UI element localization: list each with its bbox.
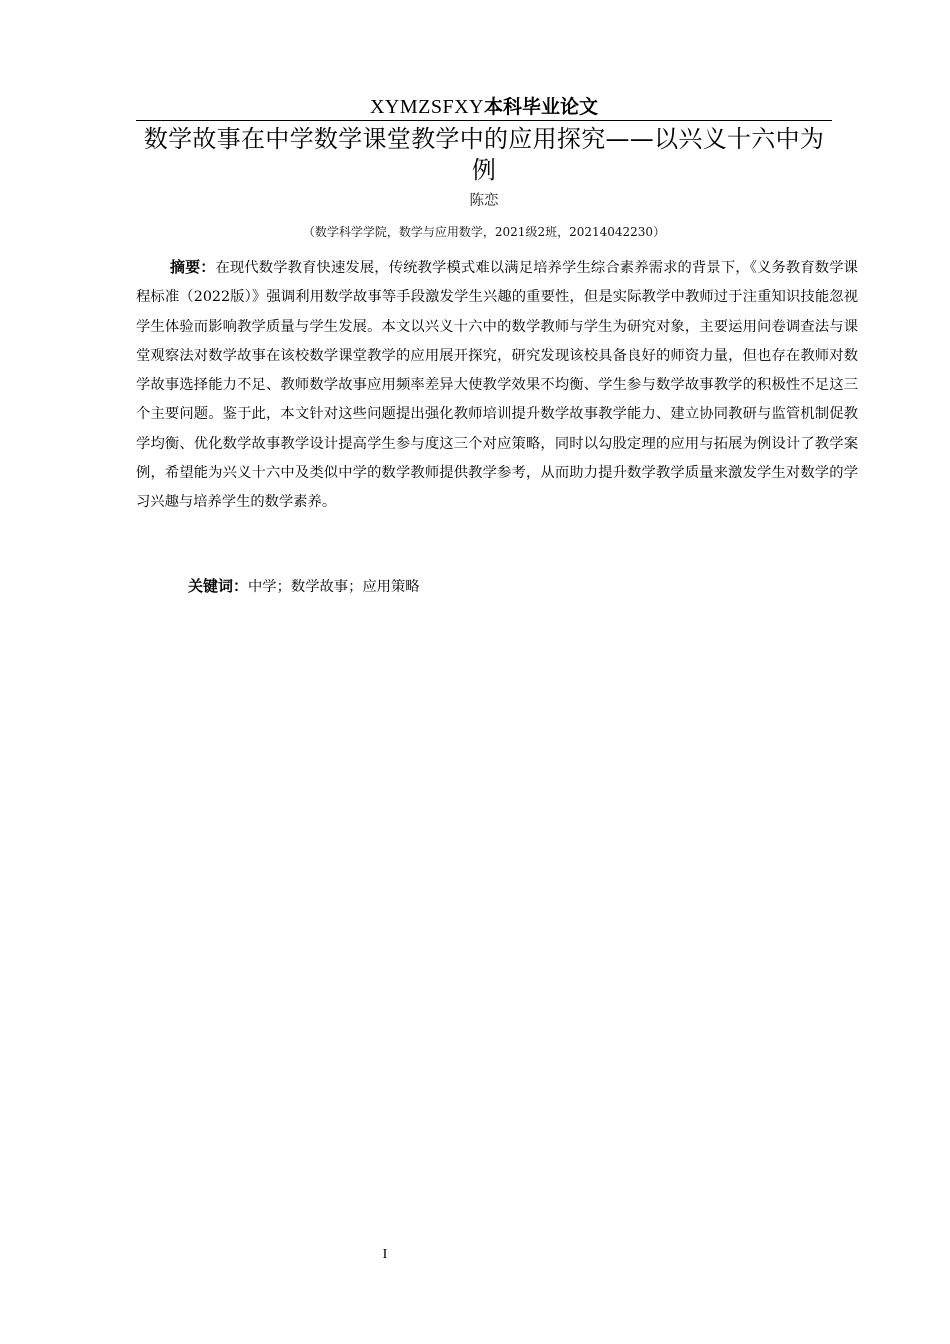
header-label: 本科毕业论文	[484, 96, 599, 118]
author-name: 陈恋	[469, 193, 499, 209]
keywords-label: 关键词：	[188, 577, 249, 595]
header-code: XYMZSFXY	[369, 96, 484, 118]
paper-title: 数学故事在中学数学课堂教学中的应用探究——以兴义十六中为例	[143, 125, 825, 184]
abstract-text: 在现代数学教育快速发展，传统教学模式难以满足培养学生综合素养需求的背景下，《义务教育数学课程标准（2022版）》强调利用数学故事等手段激发学生兴趣的重要性，但是实际教学中教师过于注重知识技能忽视学生体验而影响教学质量与学生发展。本文以兴义十六中的数学教师与学生为研究对象，主要运用问卷调查法与课堂观察法对数学故事在该校数学课堂教学的应用展开探究，研究发现该校具备良好的师资力量，但也存在教师对数学故事选择能力不足、教师数学故事应用频率差异大使教学效果不均衡、学生参与数学故事教学的积极性不足这三个主要问题。鉴于此，本文针对这些问题提出强化教师培训提升数学故事教学能力、建立协同教研与监管机制促教学均衡、优化数学故事教学设计提高学生参与度这三个对应策略，同时以勾股定理的应用与拓展为例设计了教学案例，希望能为兴义十六中及类似中学的数学教师提供教学参考，从而助力提升数学教学质量来激发学生对数学的学习兴趣与培养学生的数学素养。	[136, 260, 858, 511]
keywords-line	[136, 573, 832, 600]
header-divider	[136, 120, 832, 121]
running-header	[136, 94, 832, 120]
abstract-label: 摘要：	[170, 258, 216, 276]
author-affiliation: （数学科学学院，数学与应用数学，2021级2班，20214042230）	[302, 225, 666, 239]
page-number: I	[382, 1247, 388, 1262]
abstract-paragraph	[136, 253, 858, 518]
keywords-text: 中学；数学故事；应用策略	[248, 579, 420, 595]
